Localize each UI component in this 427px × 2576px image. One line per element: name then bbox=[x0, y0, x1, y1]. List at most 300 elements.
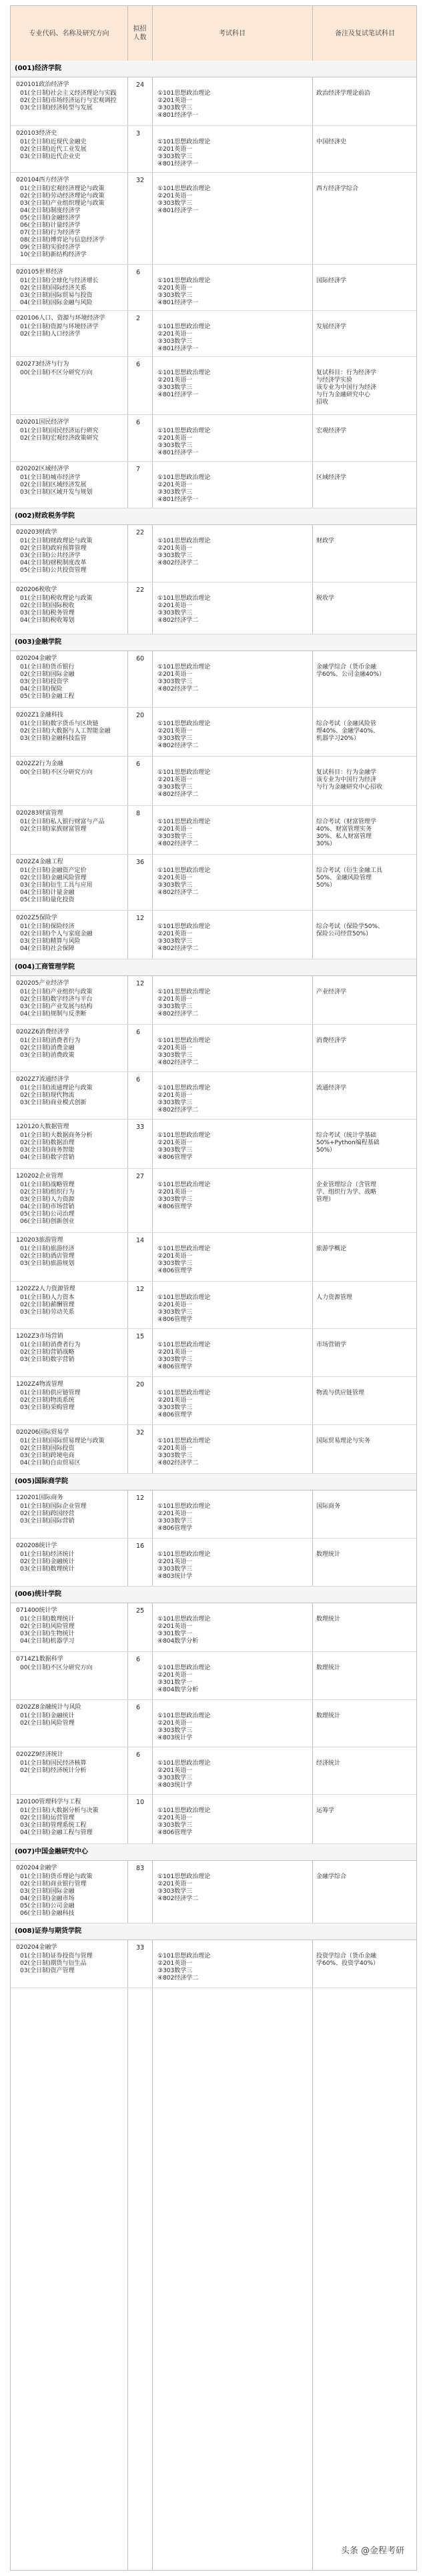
quota-value: 15 bbox=[136, 1333, 145, 1340]
exam-subject: ③303数学三 bbox=[157, 938, 193, 945]
research-direction: 03(全日制)采购管理 bbox=[20, 1404, 75, 1411]
exam-subject: ①101思想政治理论 bbox=[157, 139, 211, 145]
exam-subject: ③303数学三 bbox=[157, 1566, 193, 1573]
note-text: 财政学 bbox=[316, 538, 335, 544]
note-text: 消费经济学 bbox=[316, 1037, 347, 1044]
row-divider bbox=[11, 1168, 416, 1169]
exam-subject: ②201英语一 bbox=[157, 1302, 193, 1308]
major-name: 120201国际商务 bbox=[16, 1494, 63, 1501]
research-direction: 01(全日制)近现代金融史 bbox=[20, 139, 87, 145]
note-text: 金融学综合（货币金融 bbox=[316, 664, 377, 671]
research-direction: 02(全日制)营销战略 bbox=[20, 1349, 75, 1356]
quota-value: 6 bbox=[136, 269, 141, 276]
row-divider bbox=[11, 1651, 416, 1652]
exam-subject: ④802经济学二 bbox=[157, 1011, 199, 1017]
research-direction: 01(全日制)财政理论与政策 bbox=[20, 538, 93, 544]
section-header: (001)经济学院 bbox=[11, 61, 416, 77]
note-text: 50%+Python编程基础 bbox=[316, 1140, 380, 1146]
exam-subject: ④802经济学二 bbox=[157, 1059, 199, 1066]
major-name: 020283财富管理 bbox=[16, 810, 63, 817]
research-direction: 02(全日制)大数据与人工智能金融 bbox=[20, 728, 111, 735]
exam-subject: ①101思想政治理论 bbox=[157, 1551, 211, 1558]
research-direction: 10(全日制)新结构经济学 bbox=[20, 252, 87, 258]
note-text: 中国经济史 bbox=[316, 139, 347, 145]
quota-value: 33 bbox=[136, 1944, 145, 1952]
research-direction: 04(全日制)社会保障 bbox=[20, 945, 75, 952]
research-direction: 06(全日制)创新创业 bbox=[20, 1218, 75, 1225]
major-name: 0202Z8金融统计与风险 bbox=[16, 1704, 81, 1711]
exam-subject: ③303数学三 bbox=[157, 552, 193, 559]
exam-subject: ④801经济学一 bbox=[157, 450, 199, 456]
research-direction: 02(全日制)国际经济关系 bbox=[20, 285, 87, 292]
exam-subject: ④801经济学一 bbox=[157, 496, 199, 503]
research-direction: 01(全日制)旅游经济 bbox=[20, 1246, 75, 1252]
major-name: 020206税收学 bbox=[16, 586, 57, 593]
major-name: 020204金融学 bbox=[16, 1865, 57, 1871]
header-quota: 拟招人数 bbox=[133, 25, 147, 41]
exam-subject: ①101思想政治理论 bbox=[157, 1953, 211, 1960]
research-direction: 05(全日制)量化投资 bbox=[20, 897, 75, 903]
research-direction: 02(全日制)市场经济运行与宏观调控 bbox=[20, 97, 117, 104]
note-text: 数理统计 bbox=[316, 1616, 341, 1623]
exam-subject: ③303数学三 bbox=[157, 105, 193, 111]
note-text: 该专业为中国行为经济 bbox=[316, 777, 377, 783]
exam-subject: ②201英语一 bbox=[157, 545, 193, 552]
research-direction: 05(全日制)公司治理 bbox=[20, 1211, 75, 1218]
research-direction: 02(全日制)薪酬管理 bbox=[20, 1302, 75, 1308]
exam-subject: ③303数学三 bbox=[157, 735, 193, 742]
exam-subject: ④804数学分析 bbox=[157, 1687, 199, 1693]
quota-value: 60 bbox=[136, 655, 145, 663]
exam-subject: ①101思想政治理论 bbox=[157, 1503, 211, 1510]
note-text: 综合考试（保险学50%、 bbox=[316, 923, 384, 930]
exam-subject: ①101思想政治理论 bbox=[157, 1246, 211, 1252]
note-text: 50%、金融风险管理 bbox=[316, 875, 372, 881]
major-name: 1202Z3市场营销 bbox=[16, 1333, 63, 1340]
note-text: 政治经济学理论前沿 bbox=[316, 90, 371, 97]
note-text: 30%） bbox=[316, 841, 336, 847]
header-major: 专业代码、名称及研究方向 bbox=[29, 29, 109, 37]
research-direction: 03(全日制)数理统计 bbox=[20, 1566, 75, 1573]
exam-subject: ②201英语一 bbox=[157, 1045, 193, 1051]
research-direction: 03(全日制)资产管理 bbox=[20, 1968, 75, 1974]
quota-value: 36 bbox=[136, 859, 145, 866]
exam-subject: ①101思想政治理论 bbox=[157, 989, 211, 995]
exam-subject: ④806管理学 bbox=[157, 1204, 193, 1210]
major-name: 020101政治经济学 bbox=[16, 81, 69, 88]
major-name: 020208统计学 bbox=[16, 1543, 57, 1549]
exam-subject: ④806管理学 bbox=[157, 1268, 193, 1274]
exam-subject: ①101思想政治理论 bbox=[157, 185, 211, 192]
research-direction: 02(全日制)数字经济与平台 bbox=[20, 996, 93, 1003]
note-text: 市场营销学 bbox=[316, 1342, 347, 1348]
research-direction: 01(全日制)保险经济 bbox=[20, 923, 75, 930]
exam-subject: ①101思想政治理论 bbox=[157, 1873, 211, 1880]
exam-subject: ③303数学三 bbox=[157, 1100, 193, 1106]
note-text: 复试科目：行为金融学 bbox=[316, 769, 377, 776]
research-direction: 02(全日制)物流系统 bbox=[20, 1397, 75, 1404]
exam-subject: ③303数学三 bbox=[157, 384, 193, 391]
exam-subject: ④801经济学一 bbox=[157, 300, 199, 306]
exam-subject: ③303数学三 bbox=[157, 200, 193, 207]
exam-subject: ③303数学三 bbox=[157, 1822, 193, 1829]
research-direction: 06(全日制)计量经济学 bbox=[20, 222, 81, 229]
research-direction: 00(全日制)不区分研究方向 bbox=[20, 1665, 93, 1671]
exam-subject: ④803统计学 bbox=[157, 1573, 193, 1580]
note-text: 数理统计 bbox=[316, 1551, 341, 1558]
note-text: 学60%、投资学40%） bbox=[316, 1960, 380, 1967]
note-text: 与行为金融研究中心 bbox=[316, 392, 371, 398]
research-direction: 01(全日制)数理统计 bbox=[20, 1616, 75, 1623]
row-divider bbox=[11, 756, 416, 757]
research-direction: 03(全日制)精算与风险 bbox=[20, 938, 81, 945]
row-divider bbox=[11, 1699, 416, 1700]
exam-subject: ④802经济学二 bbox=[157, 889, 199, 896]
exam-subject: ②201英语一 bbox=[157, 1559, 193, 1565]
exam-subject: ①101思想政治理论 bbox=[157, 370, 211, 376]
exam-subject: ①101思想政治理论 bbox=[157, 595, 211, 602]
major-name: 120203旅游管理 bbox=[16, 1237, 63, 1244]
research-direction: 00(全日制)不区分研究方向 bbox=[20, 769, 93, 776]
major-name: 020205产业经济学 bbox=[16, 980, 69, 987]
research-direction: 02(全日制)风险管理 bbox=[20, 1720, 75, 1727]
header-exam: 考试科目 bbox=[219, 29, 246, 37]
research-direction: 03(全日制)消费政策 bbox=[20, 1052, 75, 1059]
row-divider bbox=[11, 805, 416, 806]
exam-subject: ②201英语一 bbox=[157, 377, 193, 384]
exam-subject: ②201英语一 bbox=[157, 1815, 193, 1821]
research-direction: 01(全日制)金融资产定价 bbox=[20, 867, 87, 874]
exam-subject: ④804数学分析 bbox=[157, 1638, 199, 1645]
research-direction: 05(全日制)公共投资管理 bbox=[20, 567, 87, 574]
research-direction: 06(全日制)金融科技 bbox=[20, 1910, 75, 1917]
exam-subject: ②201英语一 bbox=[157, 1720, 193, 1727]
note-text: 产业经济学 bbox=[316, 989, 347, 995]
note-text: 企业管理综合（含管理 bbox=[316, 1182, 377, 1188]
exam-subject: ③303数学三 bbox=[157, 610, 193, 616]
exam-subject: ①101思想政治理论 bbox=[157, 1713, 211, 1719]
research-direction: 01(全日制)消费者行为 bbox=[20, 1037, 81, 1044]
exam-subject: ④801经济学一 bbox=[157, 207, 199, 214]
quota-value: 6 bbox=[136, 1029, 141, 1036]
row-divider bbox=[11, 975, 416, 976]
research-direction: 04(全日制)制度经济学 bbox=[20, 207, 81, 214]
research-direction: 02(全日制)国际金融 bbox=[20, 671, 75, 678]
quota-value: 12 bbox=[136, 1286, 145, 1293]
exam-subject: ①101思想政治理论 bbox=[157, 324, 211, 330]
row-divider bbox=[11, 1071, 416, 1072]
note-text: 与经济学实验 bbox=[316, 377, 353, 384]
row-divider bbox=[11, 707, 416, 708]
exam-subject: ③301数学一 bbox=[157, 1679, 193, 1686]
exam-subject: ①101思想政治理论 bbox=[157, 1132, 211, 1139]
exam-subject: ④803统计学 bbox=[157, 1782, 193, 1789]
quota-value: 6 bbox=[136, 1704, 141, 1711]
research-direction: 03(全日制)国际营销 bbox=[20, 1518, 75, 1525]
exam-subject: ③303数学三 bbox=[157, 1003, 193, 1010]
research-direction: 04(全日制)金融市场 bbox=[20, 1895, 75, 1902]
exam-subject: ②201英语一 bbox=[157, 1092, 193, 1099]
note-text: 机器学习20%） bbox=[316, 735, 360, 742]
note-text: 数理统计 bbox=[316, 1665, 341, 1671]
research-direction: 01(全日制)货币银行 bbox=[20, 664, 75, 671]
major-name: 020273经济与行为 bbox=[16, 361, 69, 368]
note-text: 综合考试（衍生金融工具 bbox=[316, 867, 383, 874]
research-direction: 03(全日制)经济转型与发展 bbox=[20, 105, 93, 111]
quota-value: 14 bbox=[136, 1237, 145, 1244]
research-direction: 02(全日制)政府预算管理 bbox=[20, 545, 87, 552]
watermark: 头条 @金程考研 bbox=[338, 2542, 407, 2557]
research-direction: 01(全日制)私人银行财富与产品 bbox=[20, 819, 105, 825]
research-direction: 03(全日制)近代企业史 bbox=[20, 153, 81, 160]
major-name: 0202Z7流通经济学 bbox=[16, 1076, 69, 1083]
row-divider bbox=[11, 125, 416, 126]
quota-value: 83 bbox=[136, 1865, 145, 1872]
research-direction: 02(全日制)家族财富管理 bbox=[20, 826, 87, 833]
column-divider bbox=[312, 6, 313, 2570]
exam-subject: ④802经济学二 bbox=[157, 791, 199, 798]
research-direction: 01(全日制)产业组织与政策 bbox=[20, 989, 93, 995]
research-direction: 01(全日制)国际企业管理 bbox=[20, 1503, 87, 1510]
exam-subject: ④802经济学二 bbox=[157, 1975, 199, 1982]
research-direction: 02(全日制)区域经济发展 bbox=[20, 482, 87, 488]
research-direction: 01(全日制)社会主义经济理论与实践 bbox=[20, 90, 117, 97]
research-direction: 02(全日制)国际投资 bbox=[20, 1445, 75, 1452]
exam-subject: ④806管理学 bbox=[157, 1412, 193, 1418]
note-text: 理40%、金融学40%、 bbox=[316, 728, 380, 735]
quota-value: 24 bbox=[136, 81, 145, 89]
row-divider bbox=[11, 1281, 416, 1282]
exam-subject: ③303数学三 bbox=[157, 1404, 193, 1411]
exam-subject: ④806管理学 bbox=[157, 1154, 193, 1161]
row-divider bbox=[11, 1328, 416, 1329]
research-direction: 02(全日制)近代工业发展 bbox=[20, 146, 87, 153]
research-direction: 00(全日制)不区分研究方向 bbox=[20, 370, 93, 376]
research-direction: 04(全日制)保险 bbox=[20, 686, 63, 693]
note-text: 50%） bbox=[316, 882, 336, 889]
quota-value: 12 bbox=[136, 980, 145, 987]
research-direction: 02(全日制)组织行为 bbox=[20, 1189, 75, 1196]
row-divider bbox=[11, 310, 416, 311]
exam-subject: ③303数学三 bbox=[157, 833, 193, 840]
research-direction: 01(全日制)全球化与经济增长 bbox=[20, 278, 99, 284]
research-direction: 01(全日制)资源与环境经济学 bbox=[20, 324, 99, 330]
note-text: 保险公司经营50%） bbox=[316, 931, 372, 937]
quota-value: 32 bbox=[136, 1429, 145, 1436]
note-text: 人力资源管理 bbox=[316, 1294, 353, 1301]
exam-subject: ③303数学三 bbox=[157, 1356, 193, 1363]
exam-subject: ①101思想政治理论 bbox=[157, 1665, 211, 1671]
quota-value: 6 bbox=[136, 419, 141, 426]
row-divider bbox=[11, 1424, 416, 1425]
research-direction: 01(全日制)战略管理 bbox=[20, 1182, 75, 1188]
exam-subject: ④802经济学二 bbox=[157, 1895, 199, 1902]
note-text: 学、组织行为学、战略 bbox=[316, 1189, 377, 1196]
major-name: 020201国民经济学 bbox=[16, 419, 69, 426]
research-direction: 04(全日制)计量金融 bbox=[20, 889, 75, 896]
exam-subject: ③303数学三 bbox=[157, 882, 193, 889]
quota-value: 6 bbox=[136, 361, 141, 368]
exam-subject: ③303数学三 bbox=[157, 784, 193, 791]
exam-subject: ②201英语一 bbox=[157, 1511, 193, 1517]
row-divider bbox=[11, 1376, 416, 1377]
research-direction: 03(全日制)税务管理 bbox=[20, 610, 75, 616]
research-direction: 01(全日制)消费者行为 bbox=[20, 1342, 81, 1348]
note-text: 旅游学概论 bbox=[316, 1246, 347, 1252]
exam-subject: ③303数学三 bbox=[157, 1052, 193, 1059]
quota-value: 2 bbox=[136, 315, 141, 322]
note-text: 招收 bbox=[316, 399, 329, 406]
note-text: 国际经济学 bbox=[316, 278, 347, 284]
note-text: 40%、财富管理实务 bbox=[316, 826, 372, 833]
exam-subject: ④802经济学二 bbox=[157, 945, 199, 952]
table-header-row bbox=[11, 6, 416, 61]
research-direction: 02(全日制)个人与家庭金融 bbox=[20, 931, 93, 937]
row-divider bbox=[11, 1232, 416, 1233]
research-direction: 03(全日制)跨境电商 bbox=[20, 1452, 75, 1459]
research-direction: 02(全日制)数据治理 bbox=[20, 1140, 75, 1146]
column-divider bbox=[152, 6, 153, 2570]
exam-subject: ②201英语一 bbox=[157, 875, 193, 881]
quota-value: 10 bbox=[136, 1799, 145, 1806]
exam-subject: ②201英语一 bbox=[157, 1960, 193, 1967]
research-direction: 02(全日制)经济统计分析 bbox=[20, 1767, 87, 1774]
note-text: 投资学综合（货币金融 bbox=[316, 1953, 377, 1960]
note-text: 发展经济学 bbox=[316, 324, 347, 330]
research-direction: 03(全日制)产业发展与结构 bbox=[20, 1003, 93, 1010]
exam-subject: ②201英语一 bbox=[157, 435, 193, 442]
exam-subject: ①101思想政治理论 bbox=[157, 867, 211, 874]
row-divider bbox=[11, 1794, 416, 1795]
exam-subject: ④801经济学一 bbox=[157, 112, 199, 119]
exam-subject: ②201英语一 bbox=[157, 671, 193, 678]
major-name: 071400统计学 bbox=[16, 1607, 57, 1614]
admissions-table bbox=[10, 5, 417, 2571]
exam-subject: ②201英语一 bbox=[157, 777, 193, 783]
exam-subject: ③303数学三 bbox=[157, 1147, 193, 1154]
note-text: 综合考试（金融风险管 bbox=[316, 721, 377, 727]
column-divider bbox=[127, 6, 128, 2570]
research-direction: 01(全日制)大数据商务分析 bbox=[20, 1132, 93, 1139]
research-direction: 01(全日制)经济统计 bbox=[20, 1551, 75, 1558]
note-text: 50%） bbox=[316, 1147, 336, 1154]
quota-value: 22 bbox=[136, 586, 145, 594]
research-direction: 04(全日制)数字营销 bbox=[20, 1154, 75, 1161]
exam-subject: ①101思想政治理论 bbox=[157, 90, 211, 97]
row-divider bbox=[11, 1119, 416, 1120]
research-direction: 02(全日制)运营管理 bbox=[20, 1815, 75, 1821]
note-text: 管理） bbox=[316, 1196, 335, 1203]
exam-subject: ②201英语一 bbox=[157, 1349, 193, 1356]
exam-subject: ③303数学三 bbox=[157, 1727, 193, 1734]
exam-subject: ③303数学三 bbox=[157, 292, 193, 299]
note-text: 与行为金融研究中心招收 bbox=[316, 784, 383, 791]
research-direction: 02(全日制)劳动经济理论与政策 bbox=[20, 193, 105, 199]
research-direction: 03(全日制)产业组织理论与政策 bbox=[20, 200, 105, 207]
quota-value: 20 bbox=[136, 1381, 145, 1388]
research-direction: 02(全日制)商业银行管理 bbox=[20, 1881, 87, 1887]
research-direction: 03(全日制)人力资源 bbox=[20, 1196, 75, 1203]
exam-subject: ④802经济学二 bbox=[157, 560, 199, 566]
exam-subject: ②201英语一 bbox=[157, 1445, 193, 1452]
research-direction: 03(全日制)金融科技监管 bbox=[20, 735, 87, 742]
major-name: 020204金融学 bbox=[16, 655, 57, 662]
exam-subject: ②201英语一 bbox=[157, 1189, 193, 1196]
research-direction: 02(全日制)国际税收 bbox=[20, 602, 75, 609]
research-direction: 03(全日制)劳动关系 bbox=[20, 1309, 75, 1316]
exam-subject: ③303数学三 bbox=[157, 153, 193, 160]
exam-subject: ①101思想政治理论 bbox=[157, 1438, 211, 1444]
note-text: 物流与供应链管理 bbox=[316, 1390, 365, 1396]
exam-subject: ①101思想政治理论 bbox=[157, 1616, 211, 1623]
section-header: (007)中国金融研究中心 bbox=[11, 1844, 416, 1860]
research-direction: 04(全日制)市场营销 bbox=[20, 1204, 75, 1210]
exam-subject: ④802经济学二 bbox=[157, 1107, 199, 1114]
section-header: (004)工商管理学院 bbox=[11, 959, 416, 975]
research-direction: 03(全日制)衍生工具与应用 bbox=[20, 882, 93, 889]
major-name: 020105世界经济 bbox=[16, 269, 63, 276]
quota-value: 12 bbox=[136, 1494, 145, 1502]
quota-value: 16 bbox=[136, 1543, 145, 1550]
research-direction: 04(全日制)自由贸易区 bbox=[20, 1460, 81, 1466]
note-text: 流通经济学 bbox=[316, 1085, 347, 1092]
exam-subject: ②201英语一 bbox=[157, 285, 193, 292]
research-direction: 01(全日制)国际贸易理论与政策 bbox=[20, 1438, 105, 1444]
research-direction: 01(全日制)国民经济运行研究 bbox=[20, 428, 99, 434]
note-text: 综合考试（财富管理学 bbox=[316, 819, 377, 825]
exam-subject: ④801经济学一 bbox=[157, 392, 199, 398]
exam-subject: ②201英语一 bbox=[157, 1397, 193, 1404]
major-name: 020103经济史 bbox=[16, 130, 57, 137]
exam-subject: ①101思想政治理论 bbox=[157, 538, 211, 544]
exam-subject: ③303数学三 bbox=[157, 1309, 193, 1316]
note-text: 国际贸易理论与实务 bbox=[316, 1438, 371, 1444]
note-text: 金融学综合 bbox=[316, 1873, 347, 1880]
exam-subject: ②201英语一 bbox=[157, 1253, 193, 1260]
exam-subject: ③303数学三 bbox=[157, 1518, 193, 1525]
research-direction: 01(全日制)城市经济学 bbox=[20, 474, 81, 481]
research-direction: 01(全日制)证券投资与管理 bbox=[20, 1953, 93, 1960]
research-direction: 01(全日制)金融统计 bbox=[20, 1713, 75, 1719]
exam-subject: ④802经济学二 bbox=[157, 743, 199, 749]
major-name: 020204金融学 bbox=[16, 1944, 57, 1951]
note-text: 运筹学 bbox=[316, 1807, 335, 1814]
research-direction: 02(全日制)现代物流 bbox=[20, 1092, 75, 1099]
quota-value: 22 bbox=[136, 529, 145, 536]
major-name: 120120大数据管理 bbox=[16, 1124, 69, 1130]
research-direction: 03(全日制)区域开发与规划 bbox=[20, 489, 93, 496]
exam-subject: ①101思想政治理论 bbox=[157, 1182, 211, 1188]
exam-subject: ①101思想政治理论 bbox=[157, 664, 211, 671]
section-header: (003)金融学院 bbox=[11, 634, 416, 651]
exam-subject: ③303数学三 bbox=[157, 679, 193, 685]
exam-subject: ①101思想政治理论 bbox=[157, 1807, 211, 1814]
research-direction: 01(全日制)流通理论与政策 bbox=[20, 1085, 93, 1092]
section-header: (008)证券与期货学院 bbox=[11, 1923, 416, 1940]
row-divider bbox=[11, 356, 416, 357]
section-header: (005)国际商学院 bbox=[11, 1474, 416, 1490]
exam-subject: ②201英语一 bbox=[157, 482, 193, 488]
exam-subject: ②201英语一 bbox=[157, 728, 193, 735]
major-name: 0714Z1数据科学 bbox=[16, 1656, 63, 1663]
quota-value: 32 bbox=[136, 177, 145, 184]
research-direction: 02(全日制)期货与衍生品 bbox=[20, 1960, 87, 1967]
exam-subject: ②201英语一 bbox=[157, 97, 193, 104]
major-name: 1202Z4物流管理 bbox=[16, 1381, 63, 1388]
major-name: 1202Z2人力资源管理 bbox=[16, 1286, 75, 1292]
exam-subject: ④801经济学一 bbox=[157, 161, 199, 167]
research-direction: 01(全日制)货币理论与政策 bbox=[20, 1873, 93, 1880]
